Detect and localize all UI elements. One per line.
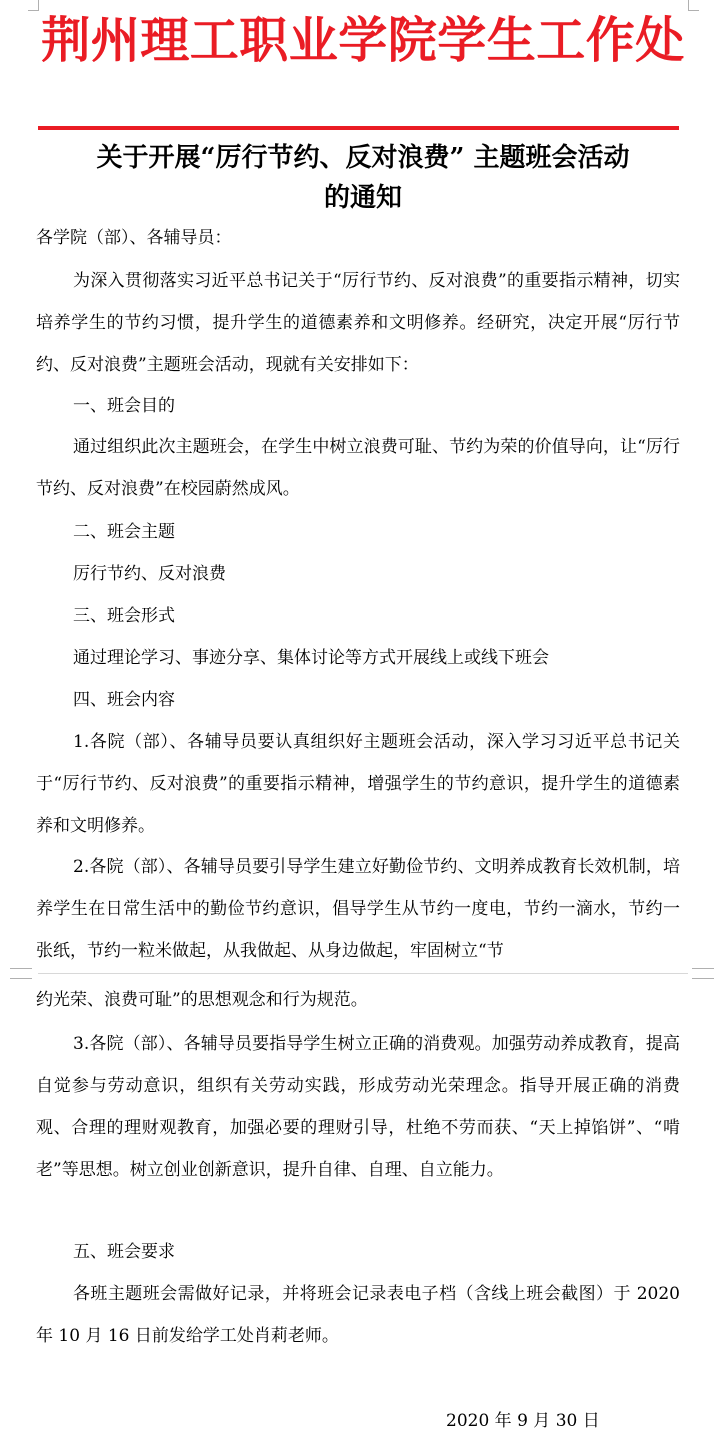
- title-line-1: 关于开展“厉行节约、反对浪费” 主题班会活动: [96, 143, 630, 173]
- content-item-1: 1.各院（部）、各辅导员要认真组织好主题班会活动，深入学习习近平总书记关于“厉行节约、反对浪费”的重要指示精神，增强学生的节约意识，提升学生的道德素养和文明修养。: [36, 732, 680, 836]
- page-break-marker-right: [692, 968, 714, 979]
- section3-body: 通过理论学习、事迹分享、集体讨论等方式开展线上或线下班会: [73, 648, 549, 668]
- section5-body: 各班主题班会需做好记录，并将班会记录表电子档（含线上班会截图）于 2020 年 10 月 16 日前发给学工处肖莉老师。: [36, 1284, 680, 1346]
- title-line-2: 的通知: [323, 183, 402, 213]
- page-break-divider: [38, 973, 688, 974]
- document-title: [20, 138, 706, 218]
- section2-body: 厉行节约、反对浪费: [73, 564, 226, 584]
- section3-heading: 三、班会形式: [73, 606, 175, 626]
- section1-body: 通过组织此次主题班会，在学生中树立浪费可耻、节约为荣的价值导向，让“厉行节约、反对浪费”在校园蔚然成风。: [36, 437, 680, 499]
- page-break-marker-left: [10, 968, 32, 979]
- salutation: 各学院（部）、各辅导员：: [36, 228, 232, 248]
- content-item-2-part-1: 2.各院（部）、各辅导员要引导学生建立好勤俭节约、文明养成教育长效机制，培养学生在日常生活中的勤俭节约意识，倡导学生从节约一度电，节约一滴水，节约一张纸，节约一粒米做起，从我做起、从身边做起，牢固树立“节: [36, 857, 680, 961]
- letterhead: 荆州理工职业学院学生工作处: [41, 12, 685, 69]
- section4-heading: 四、班会内容: [73, 690, 175, 710]
- section2-heading: 二、班会主题: [73, 522, 175, 542]
- content-item-3: 3.各院（部）、各辅导员要指导学生树立正确的消费观。加强劳动养成教育，提高自觉参与劳动意识，组织有关劳动实践，形成劳动光荣理念。指导开展正确的消费观、合理的理财观教育，加强必要的理财引导，杜绝不劳而获、“天上掉馅饼”、“啃老”等思想。树立创业创新意识，提升自律、自理、自立能力。: [36, 1034, 680, 1180]
- section5-heading: 五、班会要求: [73, 1242, 175, 1262]
- section1-heading: 一、班会目的: [73, 396, 175, 416]
- document-date: 2020 年 9 月 30 日: [446, 1411, 600, 1431]
- content-item-2-part-2: 约光荣、浪费可耻”的思想观念和行为规范。: [36, 990, 368, 1010]
- intro-paragraph: 为深入贯彻落实习近平总书记关于“厉行节约、反对浪费”的重要指示精神，切实培养学生的节约习惯，提升学生的道德素养和文明修养。经研究，决定开展“厉行节约、反对浪费”主题班会活动，现就有关安排如下：: [36, 271, 680, 375]
- letterhead-red-rule: [38, 126, 679, 130]
